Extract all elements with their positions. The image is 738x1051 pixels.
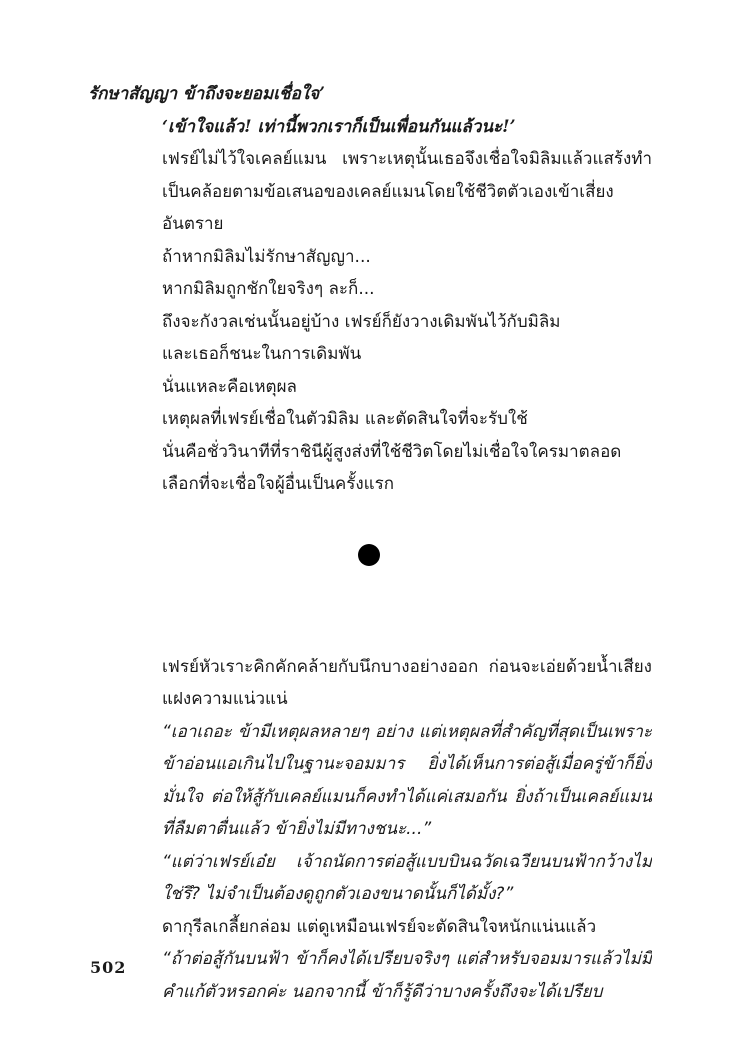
dialogue-frey-no-excuse: “ถ้าต่อสู้กันบนฟ้า ข้าก็คงได้เปรียบจริงๆ แต่สำหรับจอมมารแล้วไม่มีคำแก้ตัวหรอกค่ะ นอกจากนี้ ข้าก็รู้ดีว่าบางครั้งถึงจะได้เปรียบ xyxy=(162,949,652,1002)
paragraph-if-controlled: หากมิลิมถูกชักใยจริงๆ ละก็... xyxy=(162,279,375,299)
paragraph-wager: ถึงจะกังวลเช่นนั้นอยู่บ้าง เฟรย์ก็ยังวางเดิมพันไว้กับมิลิม xyxy=(162,311,561,332)
scene-break-dot-icon xyxy=(358,544,380,566)
quote-line-promise: รักษาสัญญา ข้าถึงจะยอมเชื่อใจ’ xyxy=(88,84,325,104)
dialogue-frey-weak: “เอาเถอะ ข้ามีเหตุผลหลายๆ อย่าง แต่เหตุผลที่สำคัญที่สุดเป็นเพราะข้าอ่อนแอเกินไปในฐานะจอมมาร ยิ่งได้เห็นการต่อสู้เมื่อครู่ข้าก็ยิ่งมั่นใจ ต่อให้สู้กับเคลย์แมนก็คงทำได้แค่เสมอกัน ยิ่งถ้าเป็นเคลย์แมนที่ลืมตาตื่นแล้ว ข้ายิ่งไม่มีทางชนะ...” xyxy=(162,721,652,839)
paragraph-won: และเธอก็ชนะในการเดิมพัน xyxy=(162,344,362,364)
quote-line-friends: ‘เข้าใจแล้ว! เท่านี้พวกเราก็เป็นเพื่อนกันแล้วนะ!’ xyxy=(162,116,516,137)
paragraph-reason-detail: เหตุผลที่เฟรย์เชื่อในตัวมิลิม และตัดสินใจที่จะรับใช้ xyxy=(162,409,528,429)
paragraph-frey-laughs: เฟรย์หัวเราะคิกคักคล้ายกับนึกบางอย่างออก ก่อนจะเอ่ยด้วยน้ำเสียงแฝงความแน่วแน่ xyxy=(162,656,652,709)
dialogue-dagruel-sky: “แต่ว่าเฟรย์เอ๋ย เจ้าถนัดการต่อสู้แบบบินฉวัดเฉวียนบนฟ้ากว้างไม่ใช่รึ? ไม่จำเป็นต้องดูถูกตัวเองขนาดนั้นก็ได้มั้ง?” xyxy=(162,851,652,904)
paragraph-first-trust: นั่นคือชั่ววินาทีที่ราชินีผู้สูงส่งที่ใช้ชีวิตโดยไม่เชื่อใจใครมาตลอดเลือกที่จะเชื่อใจผู้อื่นเป็นครั้งแรก xyxy=(162,441,622,494)
book-page xyxy=(88,78,652,1008)
paragraph-reason: นั่นแหละคือเหตุผล xyxy=(162,376,297,397)
paragraph-dagruel-persuade: ดากุรีลเกลี้ยกล่อม แต่ดูเหมือนเฟรย์จะตัดสินใจหนักแน่นแล้ว xyxy=(162,916,597,937)
page-number: 502 xyxy=(90,958,127,977)
paragraph-if-broken: ถ้าหากมิลิมไม่รักษาสัญญา... xyxy=(162,246,371,267)
scene-break xyxy=(88,501,652,651)
paragraph-distrust: เฟรย์ไม่ไว้ใจเคลย์แมน เพราะเหตุนั้นเธอจึงเชื่อใจมิลิมแล้วแสร้งทำเป็นคล้อยตามข้อเสนอของเคลย์แมนโดยใช้ชีวิตตัวเองเข้าเสี่ยงอันตราย xyxy=(162,149,652,234)
